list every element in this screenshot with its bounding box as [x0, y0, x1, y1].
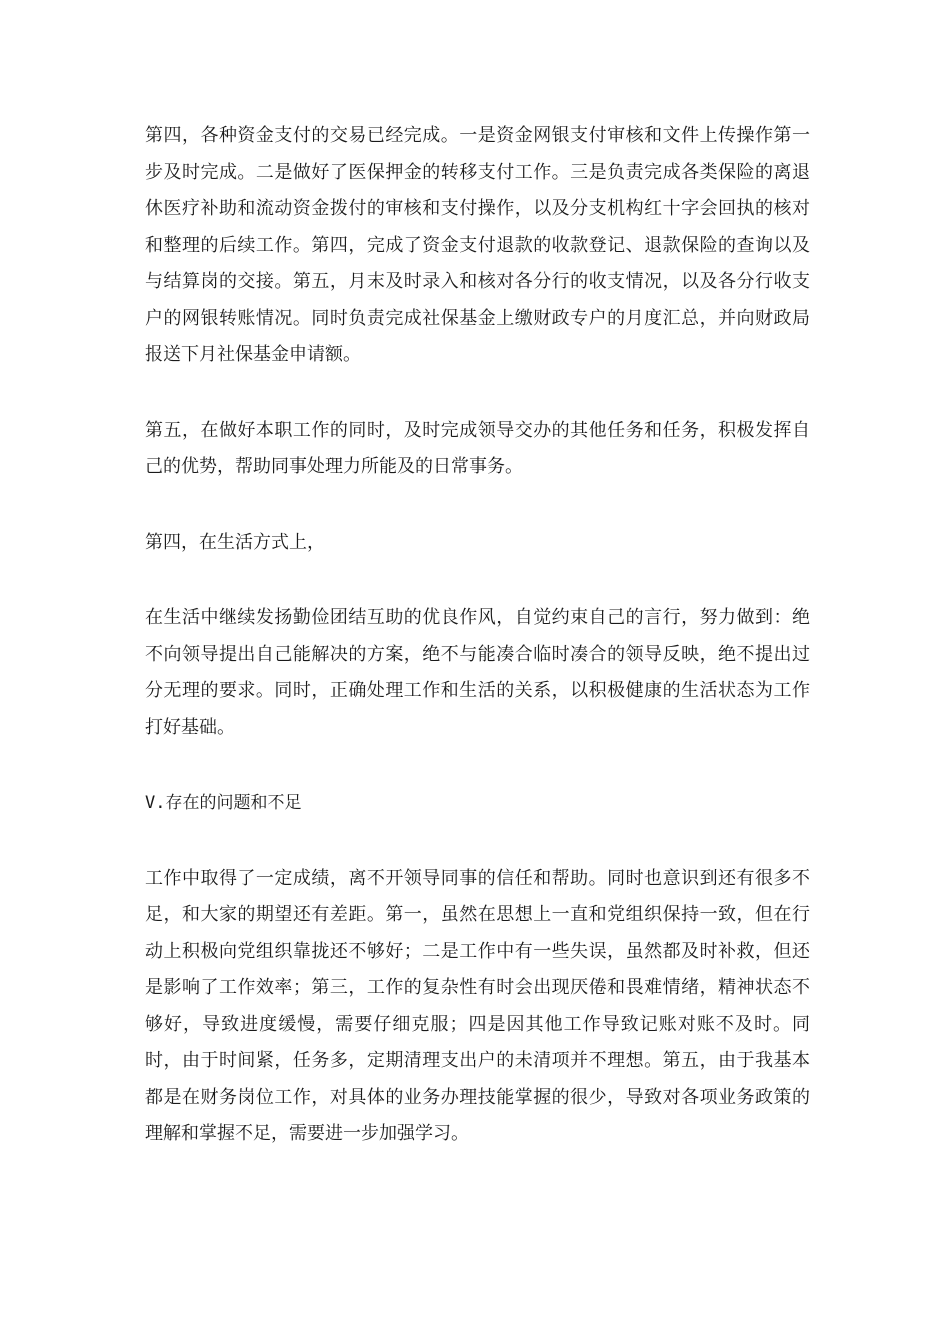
paragraph-problems-body: 工作中取得了一定成绩，离不开领导同事的信任和帮助。同时也意识到还有很多不足，和大家的期望还有差距。第一，虽然在思想上一直和党组织保持一致，但在行动上积极向党组织靠拢还不够好；二是工作中有一些失误，虽然都及时补救，但还是影响了工作效率；第三，工作的复杂性有时会出现厌倦和畏难情绪，精神状态不够好，导致进度缓慢，需要仔细克服；四是因其他工作导致记账对账不及时。同时，由于时间紧，任务多，定期清理支出户的未清项并不理想。第五，由于我基本都是在财务岗位工作，对具体的业务办理技能掌握的很少，导致对各项业务政策的理解和掌握不足，需要进一步加强学习。	[145, 867, 810, 1144]
document-body	[145, 118, 810, 1192]
paragraph-other-tasks: 第五，在做好本职工作的同时，及时完成领导交办的其他任务和任务，积极发挥自己的优势，帮助同事处理力所能及的日常事务。	[145, 419, 810, 477]
paragraph-lifestyle-body: 在生活中继续发扬勤俭团结互助的优良作风，自觉约束自己的言行，努力做到：绝不向领导提出自己能解决的方案，绝不与能凑合临时凑合的领导反映，绝不提出过分无理的要求。同时，正确处理工作和生活的关系，以积极健康的生活状态为工作打好基础。	[145, 607, 810, 738]
paragraph-fund-payments: 第四，各种资金支付的交易已经完成。一是资金网银支付审核和文件上传操作第一步及时完成。二是做好了医保押金的转移支付工作。三是负责完成各类保险的离退休医疗补助和流动资金拨付的审核和支付操作，以及分支机构红十字会回执的核对和整理的后续工作。第四，完成了资金支付退款的收款登记、退款保险的查询以及与结算岗的交接。第五，月末及时录入和核对各分行的收支情况，以及各分行收支户的网银转账情况。同时负责完成社保基金上缴财政专户的月度汇总，并向财政局报送下月社保基金申请额。	[145, 125, 810, 365]
section-heading-problems: V.存在的问题和不足	[145, 793, 302, 813]
paragraph-lifestyle-intro: 第四，在生活方式上，	[145, 531, 325, 553]
